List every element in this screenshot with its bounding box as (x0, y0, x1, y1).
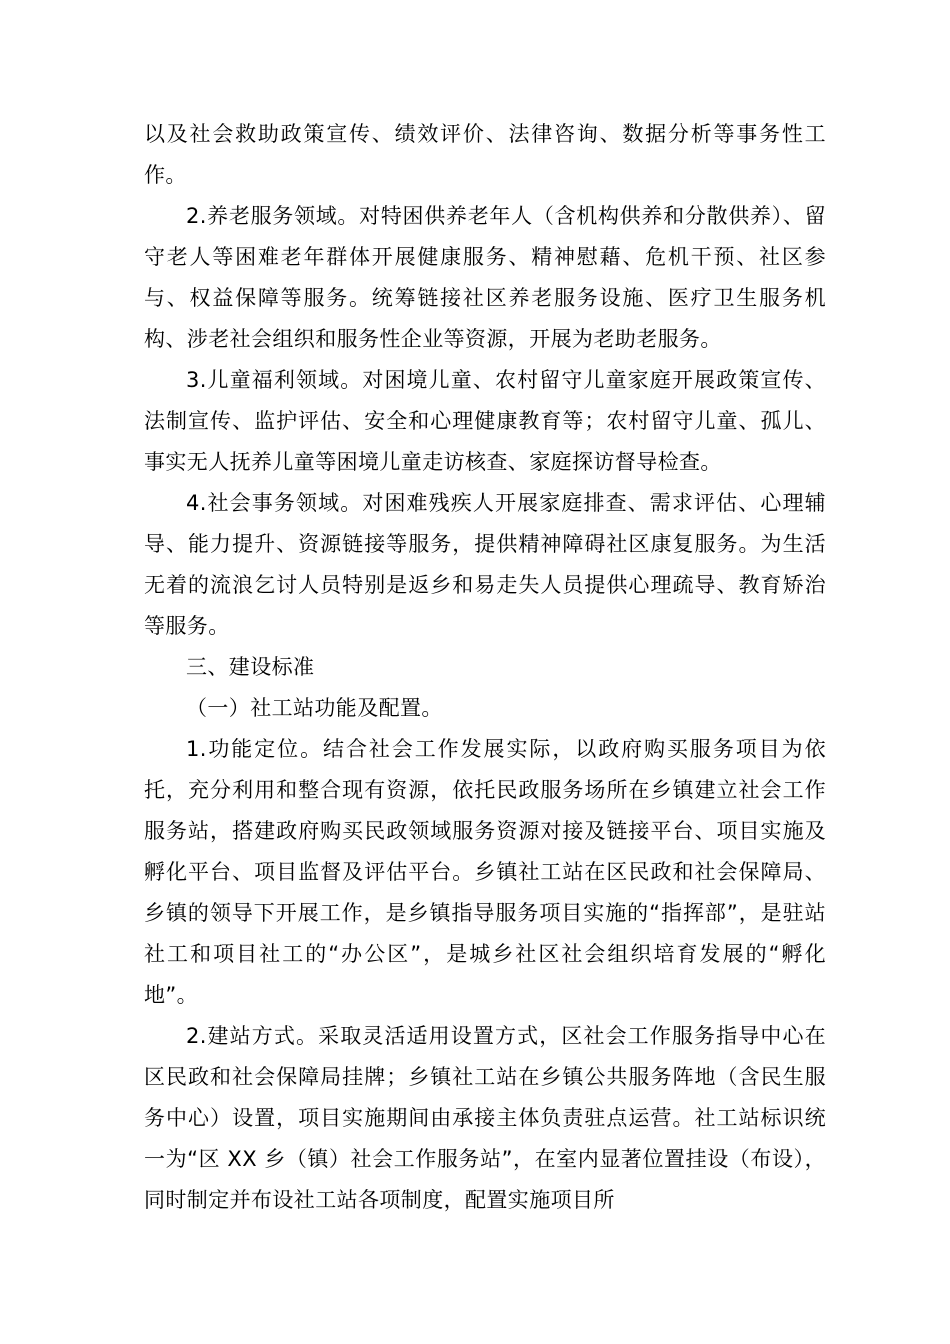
paragraph-continuation: 以及社会救助政策宣传、绩效评价、法律咨询、数据分析等事务性工作。 (144, 122, 826, 187)
document-body (144, 114, 826, 1221)
section-heading: 三、建设标准 (186, 655, 315, 679)
paragraph-social-affairs: 4.社会事务领域。对困难残疾人开展家庭排查、需求评估、心理辅导、能力提升、资源链接等服务，提供精神障碍社区康复服务。为生活无着的流浪乞讨人员特别是返乡和易走失人员提供心理疏导、教育矫治等服务。 (144, 491, 826, 638)
subsection-heading: （一）社工站功能及配置。 (186, 696, 443, 720)
paragraph-station-setup: 2.建站方式。采取灵活适用设置方式，区社会工作服务指导中心在区民政和社会保障局挂牌；乡镇社工站在乡镇公共服务阵地（含民生服务中心）设置，项目实施期间由承接主体负责驻点运营。社工站标识统一为“区 XX 乡（镇）社会工作服务站”，在室内显著位置挂设（布设），同时制定并布设社工站各项制度，配置实施项目所 (144, 1024, 826, 1212)
paragraph-elderly-care: 2.养老服务领域。对特困供养老年人（含机构供养和分散供养）、留守老人等困难老年群体开展健康服务、精神慰藉、危机干预、社区参与、权益保障等服务。统筹链接社区养老服务设施、医疗卫生服务机构、涉老社会组织和服务性企业等资源，开展为老助老服务。 (144, 204, 826, 351)
paragraph-function-positioning: 1.功能定位。结合社会工作发展实际，以政府购买服务项目为依托，充分利用和整合现有资源，依托民政服务场所在乡镇建立社会工作服务站，搭建政府购买民政领域服务资源对接及链接平台、项目实施及孵化平台、项目监督及评估平台。乡镇社工站在区民政和社会保障局、乡镇的领导下开展工作，是乡镇指导服务项目实施的“指挥部”，是驻站社工和项目社工的“办公区”，是城乡社区社会组织培育发展的“孵化地”。 (144, 737, 826, 1007)
paragraph-child-welfare: 3.儿童福利领域。对困境儿童、农村留守儿童家庭开展政策宣传、法制宣传、监护评估、安全和心理健康教育等；农村留守儿童、孤儿、事实无人抚养儿童等困境儿童走访核查、家庭探访督导检查。 (144, 368, 826, 474)
